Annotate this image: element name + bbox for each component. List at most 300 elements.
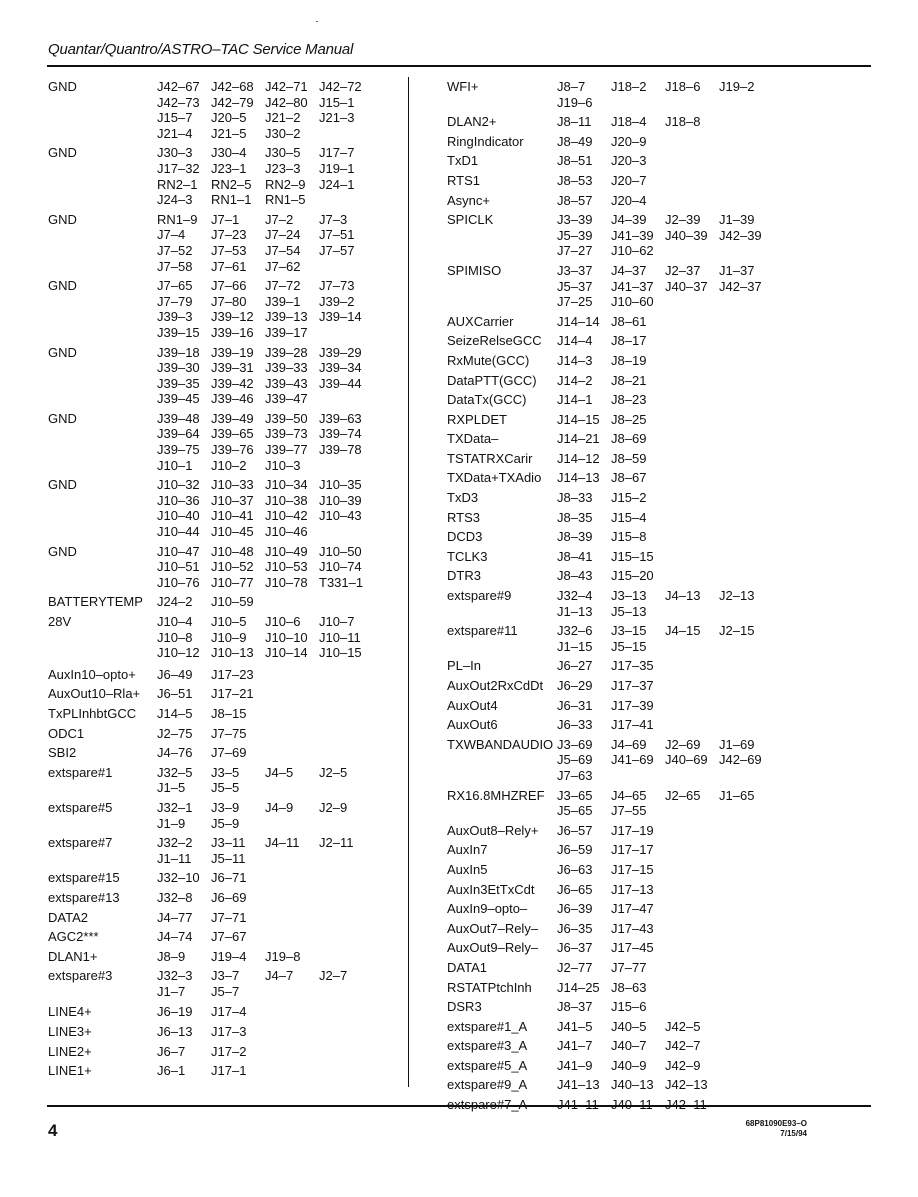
- connector-pin: J30–2: [265, 125, 301, 141]
- connector-pin: J32–6: [557, 623, 593, 639]
- connector-pin: J1–37: [719, 262, 755, 278]
- connector-pin: J19–1: [319, 160, 355, 176]
- pin-list: [157, 145, 377, 207]
- connector-pin: J18–2: [611, 79, 647, 94]
- signal-entry: [48, 929, 403, 945]
- signal-entry: [447, 1077, 867, 1093]
- connector-pin: J41–9: [557, 1057, 593, 1073]
- connector-pin: J8–33: [557, 490, 593, 506]
- connector-pin: J42–11: [665, 1097, 707, 1113]
- connector-pin: J40–37: [665, 278, 708, 294]
- signal-name: AuxIn10–opto+: [48, 666, 136, 682]
- signal-name: SBI2: [48, 745, 77, 761]
- connector-pin: J14–3: [557, 352, 593, 368]
- connector-pin: J40–13: [611, 1077, 654, 1093]
- signal-name: AuxOut10–Rla+: [48, 686, 141, 702]
- connector-pin: J10–9: [211, 629, 247, 645]
- connector-pin: J2–39: [665, 212, 701, 228]
- connector-pin: J1–5: [157, 780, 186, 796]
- pin-list: [557, 1077, 773, 1093]
- connector-pin: J6–37: [557, 940, 593, 956]
- signal-entry: [447, 549, 867, 565]
- signal-entry: [447, 678, 867, 694]
- connector-pin: J15–20: [611, 568, 654, 584]
- pin-list: [557, 788, 773, 819]
- signal-name: LINE4+: [48, 1004, 92, 1020]
- connector-pin: RN2–5: [211, 176, 252, 192]
- connector-pin: J21–4: [157, 125, 193, 141]
- connector-pin: J42–9: [665, 1057, 701, 1073]
- connector-pin: J10–32: [157, 477, 200, 493]
- connector-pin: J42–68: [211, 79, 254, 94]
- connector-pin: J10–78: [265, 574, 308, 590]
- connector-pin: J14–15: [557, 411, 600, 427]
- connector-pin: J10–77: [211, 574, 254, 590]
- connector-pin: J2–65: [665, 787, 701, 803]
- signal-name: RxMute(GCC): [447, 352, 530, 368]
- connector-pin: J20–3: [611, 153, 647, 169]
- signal-name: AuxOut8–Rely+: [447, 822, 539, 838]
- signal-name: DataTx(GCC): [447, 392, 527, 408]
- pin-list: [557, 510, 773, 526]
- connector-pin: J42–5: [665, 1018, 701, 1034]
- connector-pin: J4–37: [611, 262, 647, 278]
- signal-entry: [447, 451, 867, 467]
- pin-list: [157, 968, 377, 999]
- connector-pin: J15–6: [611, 999, 647, 1015]
- signal-name: LINE2+: [48, 1043, 92, 1059]
- signal-name: DATA2: [48, 909, 88, 925]
- pin-list: [157, 477, 377, 539]
- connector-pin: J8–59: [611, 450, 647, 466]
- connector-pin: J7–62: [265, 258, 301, 274]
- connector-pin: J6–39: [557, 901, 593, 917]
- connector-pin: J8–21: [611, 372, 647, 388]
- connector-pin: J8–41: [557, 548, 593, 564]
- connector-pin: J10–1: [157, 457, 193, 473]
- signal-name: DLAN2+: [447, 114, 497, 130]
- connector-pin: J20–9: [611, 133, 647, 149]
- pin-list: [557, 490, 773, 506]
- connector-pin: J4–69: [611, 736, 647, 752]
- signal-name: RTS3: [447, 509, 480, 525]
- connector-pin: J8–37: [557, 999, 593, 1015]
- signal-name: TXData+TXAdio: [447, 470, 542, 486]
- signal-entry: [48, 726, 403, 742]
- connector-pin: J6–69: [211, 889, 247, 905]
- pin-list: [557, 698, 773, 714]
- connector-pin: J4–76: [157, 745, 193, 761]
- connector-pin: J39–29: [319, 344, 362, 360]
- signal-entry: [447, 980, 867, 996]
- connector-pin: J32–5: [157, 764, 193, 780]
- connector-pin: J39–19: [211, 344, 254, 360]
- connector-pin: J10–6: [265, 614, 301, 629]
- signal-entry: [48, 1024, 403, 1040]
- document-code: [746, 1119, 807, 1139]
- pin-list: [157, 212, 377, 274]
- connector-pin: J42–39: [719, 227, 762, 243]
- connector-pin: J15–15: [611, 548, 654, 564]
- signal-entry: [48, 968, 403, 999]
- pin-list: [157, 1004, 377, 1020]
- signal-name: GND: [48, 278, 77, 294]
- connector-pin: J8–51: [557, 153, 593, 169]
- connector-pin: J42–67: [157, 79, 200, 94]
- connector-pin: J5–7: [211, 983, 240, 999]
- connector-pin: J10–49: [265, 543, 308, 559]
- pin-list: [157, 765, 377, 796]
- pin-list: [557, 960, 773, 976]
- connector-pin: J1–7: [157, 983, 186, 999]
- signal-name: RingIndicator: [447, 133, 524, 149]
- connector-pin: J1–13: [557, 603, 593, 619]
- connector-pin: J39–77: [265, 442, 308, 458]
- signal-name: TXWBANDAUDIO: [447, 736, 554, 752]
- pin-list: [157, 726, 377, 742]
- connector-pin: J10–15: [319, 645, 362, 661]
- connector-pin: J7–75: [211, 725, 247, 741]
- signal-entry: [48, 79, 403, 141]
- signal-entry: [48, 835, 403, 866]
- connector-pin: J2–13: [719, 588, 755, 604]
- connector-pin: J39–33: [265, 360, 308, 376]
- signal-name: AGC2***: [48, 929, 99, 945]
- connector-pin: J42–79: [211, 94, 254, 110]
- connector-pin: J3–7: [211, 968, 240, 984]
- connector-pin: J7–72: [265, 278, 301, 294]
- signal-name: BATTERYTEMP: [48, 594, 143, 610]
- pin-list: [557, 353, 773, 369]
- signal-name: GND: [48, 145, 77, 161]
- connector-pin: J3–15: [611, 623, 647, 639]
- signal-entry: [447, 717, 867, 733]
- connector-pin: J10–5: [211, 614, 247, 629]
- connector-pin: J17–15: [611, 861, 654, 877]
- connector-pin: J10–48: [211, 543, 254, 559]
- connector-pin: J7–73: [319, 278, 355, 294]
- connector-pin: J8–19: [611, 352, 647, 368]
- connector-pin: J7–63: [557, 767, 593, 783]
- connector-pin: J39–73: [265, 426, 308, 442]
- connector-pin: J39–63: [319, 410, 362, 426]
- connector-pin: J7–77: [611, 959, 647, 975]
- connector-pin: J32–1: [157, 799, 193, 815]
- connector-pin: J4–5: [265, 764, 294, 780]
- connector-pin: J6–59: [557, 842, 593, 858]
- signal-entry: [48, 1044, 403, 1060]
- pin-list: [157, 1024, 377, 1040]
- connector-pin: J20–5: [211, 110, 247, 126]
- connector-pin: J17–39: [611, 697, 654, 713]
- connector-pin: J2–5: [319, 764, 348, 780]
- connector-pin: J42–7: [665, 1038, 701, 1054]
- signal-entry: [48, 667, 403, 683]
- connector-pin: J21–5: [211, 125, 247, 141]
- connector-pin: J10–60: [611, 294, 654, 310]
- signal-name: extspare#3_A: [447, 1038, 528, 1054]
- connector-pin: J39–34: [319, 360, 362, 376]
- signal-name: DTR3: [447, 568, 481, 584]
- pin-list: [157, 800, 377, 831]
- connector-pin: J7–65: [157, 278, 193, 294]
- signal-name: AuxOut2RxCdDt: [447, 678, 544, 693]
- connector-pin: J5–15: [611, 638, 647, 654]
- connector-pin: J41–69: [611, 752, 654, 768]
- signal-name: GND: [48, 477, 77, 493]
- connector-pin: J8–9: [157, 948, 186, 964]
- connector-pin: J15–8: [611, 529, 647, 545]
- signal-entry: [48, 890, 403, 906]
- connector-pin: J7–80: [211, 293, 247, 309]
- signal-entry: [48, 1063, 403, 1079]
- signal-name: extspare#9_A: [447, 1077, 528, 1093]
- connector-pin: J15–7: [157, 110, 193, 126]
- signal-entry: [447, 314, 867, 330]
- connector-pin: J39–43: [265, 375, 308, 391]
- signal-entry: [447, 333, 867, 349]
- connector-pin: J39–50: [265, 410, 308, 426]
- signal-entry: [447, 1019, 867, 1035]
- pin-list: [157, 278, 377, 340]
- connector-pin: J32–2: [157, 835, 193, 851]
- connector-pin: J3–69: [557, 736, 593, 752]
- signal-name: extspare#7_A: [447, 1097, 528, 1113]
- connector-pin: J39–1: [265, 293, 301, 309]
- signal-entry: [447, 999, 867, 1015]
- pin-list: [557, 842, 773, 858]
- column-divider: [408, 77, 409, 1087]
- connector-pin: J8–69: [611, 431, 647, 447]
- connector-pin: J14–2: [557, 372, 593, 388]
- connector-pin: J32–10: [157, 870, 200, 886]
- connector-pin: J17–3: [211, 1024, 247, 1040]
- signal-entry: [48, 686, 403, 702]
- connector-pin: J17–4: [211, 1004, 247, 1020]
- pin-list: [557, 1058, 773, 1074]
- connector-pin: J10–59: [211, 594, 254, 610]
- connector-pin: J30–5: [265, 145, 301, 161]
- connector-pin: J2–77: [557, 959, 593, 975]
- signal-name: AuxOut7–Rely–: [447, 920, 539, 936]
- connector-pin: J39–78: [319, 442, 362, 458]
- connector-pin: J8–25: [611, 411, 647, 427]
- connector-pin: J18–8: [665, 114, 701, 130]
- signal-entry: [447, 114, 867, 130]
- connector-pin: J14–12: [557, 450, 600, 466]
- signal-name: extspare#9: [447, 588, 512, 604]
- signal-name: RTS1: [447, 172, 480, 188]
- connector-pin: J39–47: [265, 391, 308, 407]
- connector-pin: J6–57: [557, 822, 593, 838]
- connector-pin: J7–55: [611, 803, 647, 819]
- signal-name: extspare#5: [48, 799, 113, 815]
- connector-pin: J14–1: [557, 392, 593, 408]
- connector-pin: J7–4: [157, 227, 186, 243]
- pin-list: [557, 451, 773, 467]
- connector-pin: J39–35: [157, 375, 200, 391]
- connector-pin: J24–1: [319, 176, 355, 192]
- connector-pin: J10–43: [319, 508, 362, 524]
- signal-name: Async+: [447, 192, 490, 208]
- signal-entry: [447, 940, 867, 956]
- connector-pin: J4–9: [265, 799, 294, 815]
- pin-list: [557, 980, 773, 996]
- pin-list: [157, 544, 377, 591]
- connector-pin: J10–76: [157, 574, 200, 590]
- connector-pin: J20–7: [611, 172, 647, 188]
- connector-pin: J15–4: [611, 509, 647, 525]
- page-header-title: Quantar/Quantro/ASTRO–TAC Service Manual: [48, 41, 354, 58]
- connector-pin: J6–29: [557, 678, 593, 693]
- signal-name: TxD3: [447, 490, 479, 506]
- pin-list: [557, 678, 773, 694]
- connector-pin: J7–52: [157, 242, 193, 258]
- connector-pin: J6–27: [557, 658, 593, 674]
- signal-entry: [447, 960, 867, 976]
- pin-list: [557, 333, 773, 349]
- connector-pin: J4–77: [157, 909, 193, 925]
- signal-entry: [447, 212, 867, 259]
- connector-pin: J7–71: [211, 909, 247, 925]
- signal-entry: [48, 870, 403, 886]
- connector-pin: J39–15: [157, 324, 200, 340]
- connector-pin: J19–6: [557, 94, 593, 110]
- connector-pin: J7–3: [319, 211, 348, 227]
- connector-pin: J3–37: [557, 262, 593, 278]
- signal-name: extspare#13: [48, 889, 120, 905]
- signal-entry: [447, 134, 867, 150]
- connector-pin: T331–1: [319, 574, 364, 590]
- pin-list: [157, 890, 377, 906]
- signal-entry: [447, 412, 867, 428]
- connector-pin: J17–43: [611, 920, 654, 936]
- signal-entry: [48, 765, 403, 796]
- connector-pin: J8–17: [611, 333, 647, 349]
- connector-pin: J8–57: [557, 192, 593, 208]
- connector-pin: J24–2: [157, 594, 193, 610]
- signal-entry: [447, 658, 867, 674]
- signal-entry: [447, 392, 867, 408]
- connector-pin: J17–7: [319, 145, 355, 161]
- connector-pin: J17–45: [611, 940, 654, 956]
- pin-list: [157, 870, 377, 886]
- connector-pin: J17–21: [211, 686, 254, 702]
- pin-list: [557, 134, 773, 150]
- connector-pin: J40–39: [665, 227, 708, 243]
- connector-pin: J40–7: [611, 1038, 647, 1054]
- connector-pin: J2–69: [665, 736, 701, 752]
- connector-pin: J40–9: [611, 1057, 647, 1073]
- connector-pin: J7–54: [265, 242, 301, 258]
- signal-name: extspare#7: [48, 835, 113, 851]
- connector-pin: J6–49: [157, 666, 193, 682]
- signal-name: AuxIn9–opto–: [447, 901, 528, 917]
- connector-pin: J20–4: [611, 192, 647, 208]
- connector-pin: J41–7: [557, 1038, 593, 1054]
- signal-name: DSR3: [447, 999, 482, 1015]
- connector-pin: J39–28: [265, 344, 308, 360]
- connector-pin: J10–11: [319, 629, 361, 645]
- pin-list: [557, 1019, 773, 1035]
- connector-pin: J8–49: [557, 133, 593, 149]
- signal-name: GND: [48, 410, 77, 426]
- connector-pin: J39–12: [211, 309, 254, 325]
- pin-list: [157, 949, 377, 965]
- connector-pin: J5–13: [611, 603, 647, 619]
- connector-pin: J19–4: [211, 948, 247, 964]
- connector-pin: J5–11: [211, 850, 246, 866]
- signal-name: AuxIn5: [447, 861, 488, 877]
- signal-entry: [447, 1058, 867, 1074]
- pin-list: [157, 594, 377, 610]
- pin-list: [557, 412, 773, 428]
- signal-entry: [447, 698, 867, 714]
- signal-entry: [48, 910, 403, 926]
- signal-name: DataPTT(GCC): [447, 372, 537, 388]
- signal-entry: [48, 345, 403, 407]
- signal-entry: [48, 949, 403, 965]
- signal-name: DCD3: [447, 529, 483, 545]
- left-signal-column: [48, 79, 403, 1079]
- connector-pin: J42–13: [665, 1077, 708, 1093]
- connector-pin: J6–7: [157, 1043, 186, 1059]
- connector-pin: J10–14: [265, 645, 308, 661]
- signal-entry: [48, 800, 403, 831]
- connector-pin: J39–65: [211, 426, 254, 442]
- connector-pin: J42–80: [265, 94, 308, 110]
- connector-pin: J4–74: [157, 929, 193, 945]
- connector-pin: J8–23: [611, 392, 647, 408]
- scan-speck: [316, 21, 318, 22]
- connector-pin: J39–3: [157, 309, 193, 325]
- signal-entry: [447, 470, 867, 486]
- connector-pin: J10–42: [265, 508, 308, 524]
- connector-pin: J40–69: [665, 752, 708, 768]
- connector-pin: J10–46: [265, 524, 308, 540]
- signal-name: PL–In: [447, 658, 481, 674]
- signal-name: AuxIn7: [447, 842, 488, 858]
- connector-pin: J32–8: [157, 889, 193, 905]
- connector-pin: J4–13: [665, 588, 701, 604]
- connector-pin: J7–66: [211, 278, 247, 294]
- pin-list: [557, 373, 773, 389]
- signal-entry: [447, 431, 867, 447]
- pin-list: [557, 999, 773, 1015]
- pin-list: [557, 431, 773, 447]
- connector-pin: J39–75: [157, 442, 200, 458]
- connector-pin: RN1–1: [211, 192, 252, 208]
- connector-pin: J10–34: [265, 477, 308, 493]
- signal-name: AUXCarrier: [447, 313, 514, 329]
- connector-pin: J1–11: [157, 850, 192, 866]
- connector-pin: J39–13: [265, 309, 308, 325]
- pin-list: [557, 173, 773, 189]
- pin-list: [557, 193, 773, 209]
- connector-pin: J1–39: [719, 212, 755, 228]
- connector-pin: J14–14: [557, 313, 600, 329]
- pin-list: [557, 882, 773, 898]
- connector-pin: J30–3: [157, 145, 193, 161]
- connector-pin: J39–16: [211, 324, 254, 340]
- signal-name: DLAN1+: [48, 948, 98, 964]
- connector-pin: J5–65: [557, 803, 593, 819]
- connector-pin: J39–46: [211, 391, 254, 407]
- connector-pin: J2–37: [665, 262, 701, 278]
- connector-pin: J10–62: [611, 243, 654, 259]
- connector-pin: J17–17: [611, 842, 654, 858]
- connector-pin: J42–72: [319, 79, 362, 94]
